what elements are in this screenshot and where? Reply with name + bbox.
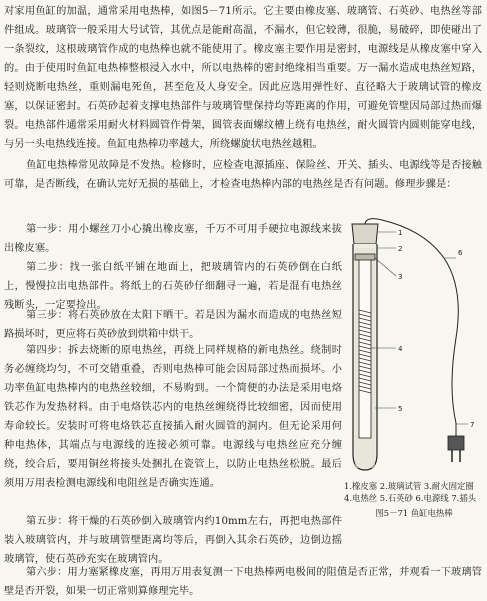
- fixing-ring-shape: [355, 254, 375, 260]
- paragraph-step-6: 第六步：用力塞紧橡皮塞，再用万用表复测一下电热棒两电极间的阻值是否正常，并观看一下玻璃管壁是否开裂，如果一切正常则算修理完毕。: [4, 567, 482, 597]
- label-6: 6: [458, 249, 463, 257]
- heater-diagram: [344, 218, 484, 480]
- leader-lines: [371, 232, 468, 424]
- paragraph-fault: 鱼缸电热棒常见故障是不发热。检修时，应检查电源插座、保险丝、开关、插头、电源线等是否接触可靠，是否断线，在确认完好无损的基础上，才检查电热棒内部的电热丝是否有问题。修理步骤是：: [4, 160, 482, 190]
- paragraph-step-3: 第三步：将石英砂放在太阳下晒干。若是因为漏水而造成的电热丝短路损坏时，更应将石英砂放到烘箱中烘干。: [4, 310, 342, 340]
- label-3: 3: [398, 273, 403, 281]
- figure-caption: 图5－71 鱼缸电热棒: [375, 508, 453, 518]
- heater-figure: [344, 218, 484, 523]
- label-1: 1: [398, 229, 403, 237]
- label-5: 5: [398, 405, 403, 413]
- paragraph-intro: 对家用鱼缸的加温，通常采用电热棒，如图5－71所示。它主要由橡皮塞、玻璃管、石英砂、电热丝等部件组成。玻璃管一般采用大号试管，其优点是能耐高温，不漏水，但它较薄，很脆，易破碎，即使碰出了一条裂纹，这根玻璃管作成的电热棒也就不能使用了。橡皮塞主要作用是密封，电源线是从橡皮塞中穿入的。由于使用时鱼缸电热棒整根浸入水中，所以电热棒的密封绝缘相当重要。万一漏水造成电热丝短路，轻则烧断电热丝，重则漏电死鱼，甚至危及人身安全。因此应选用弹性好、直径略大于玻璃试管的橡皮塞，以保证密封。石英砂起着支撑电热部件与玻璃管壁保持均等距离的作用，可避免管壁因局部过热而爆裂。电热部件通常采用耐火材料圆管作骨架，圆管表面螺纹槽上绕有电热丝，耐火圆管内圆则能穿电线，与另一头电热线连接。鱼缸电热棒功率越大，所绕螺旋状电热丝越粗。: [4, 6, 482, 150]
- paragraph-step-2: 第二步：找一张白纸平铺在地面上，把玻璃管内的石英砂倒在白纸上，慢慢拉出电热部件。将纸上的石英砂仔细翻寻一遍，若是混有电热丝残断头，一定要捡出。: [4, 262, 342, 311]
- figure-legend: 1.橡皮塞 2.玻璃试管 3.耐火固定圈 4.电热丝 5.石英砂 6.电源线 7.插头: [344, 481, 477, 503]
- label-7: 7: [470, 421, 475, 429]
- fire-core-shape: [359, 258, 371, 438]
- label-2: 2: [398, 245, 403, 253]
- paragraph-step-5: 第五步：将干燥的石英砂倒入玻璃管内约10mm左右，再把电热部件装入玻璃管内，并与玻璃管壁距离均等后，再倒入其余石英砂，边倒边摇玻璃管，使石英砂充实在玻璃管内。: [4, 516, 342, 565]
- label-4: 4: [398, 345, 403, 353]
- rubber-stopper-shape: [352, 224, 378, 244]
- power-cord-shape: [365, 219, 458, 436]
- paragraph-step-1: 第一步：用小螺丝刀小心撬出橡皮塞，千万不可用手硬拉电源线来拔出橡皮塞。: [4, 224, 342, 254]
- plug-prongs-shape: [452, 450, 460, 462]
- plug-shape: [448, 436, 464, 450]
- paragraph-step-4: 第四步：拆去烧断的原电热丝，再绕上同样规格的新电热丝。绕制时务必缠绕均匀，不可交错重叠，否则电热棒可能会因局部过热而损坏。小功率鱼缸电热棒内的电热丝较细，不易购到。一个简便的办法是采用电烙铁芯作为发热材料。由于电烙铁芯内的电热丝缠绕得比较细密，因而使用寿命较长。安装时可将电烙铁芯直接插入耐火圆管的洞内。但无论采用何种电热体，其端点与电源线的连接必须可靠。电源线与电热丝应充分缠绕，绞合后，要用铜丝将接头处捆扎在瓷管上，以防止电热丝松脱。最后须用万用表检测电源线和电阻丝是否确实连通。: [4, 345, 342, 489]
